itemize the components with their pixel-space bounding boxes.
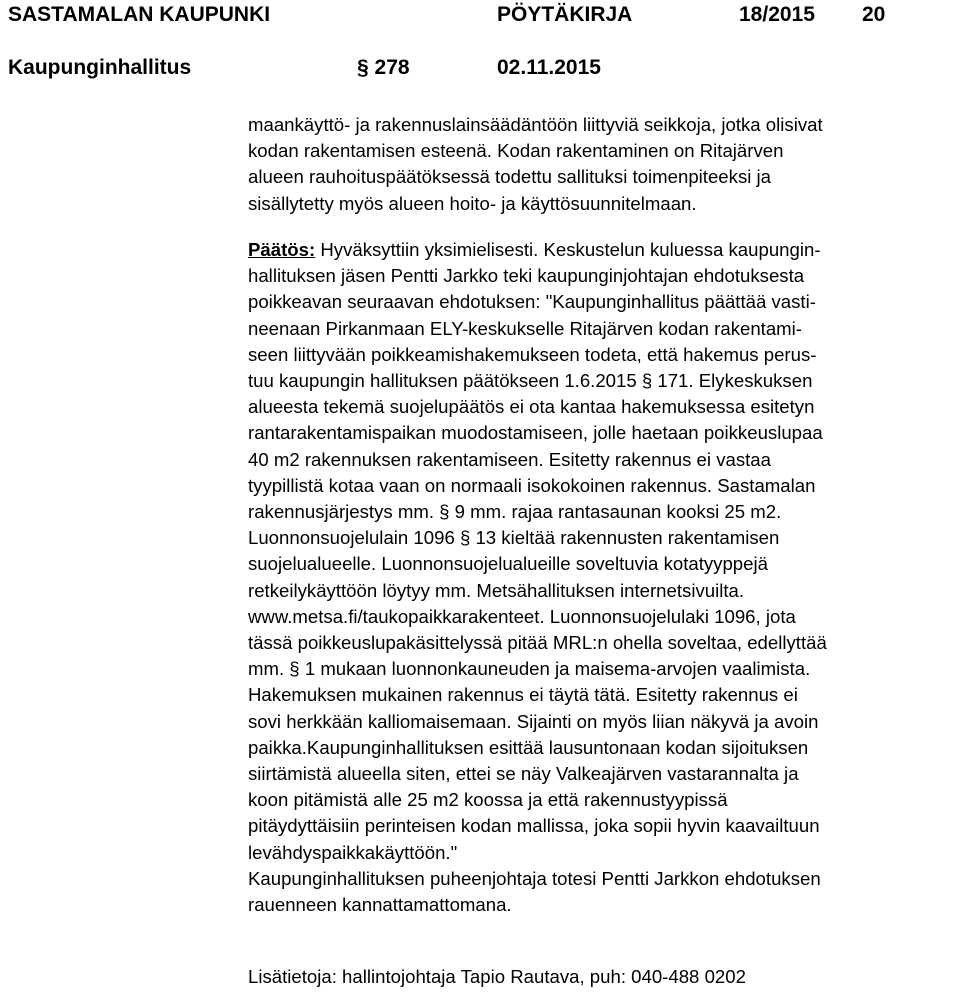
decision-line: retkeilykäyttöön löytyy mm. Metsähallituksen internetsivuilta. bbox=[248, 579, 745, 601]
decision-line: poikkeavan seuraavan ehdotuksen: "Kaupunginhallitus päättää vasti- bbox=[248, 291, 816, 313]
header-section: § 278 bbox=[357, 56, 410, 79]
decision-line: mm. § 1 mukaan luonnonkauneuden ja maisema-arvojen vaalimista. bbox=[248, 658, 811, 680]
decision-line: Luonnonsuojelulain 1096 § 13 kieltää rakennusten rakentamisen bbox=[248, 527, 780, 549]
intro-paragraph bbox=[248, 112, 948, 217]
header-board: Kaupunginhallitus bbox=[8, 56, 192, 79]
decision-line: 40 m2 rakennuksen rakentamiseen. Esitetty rakennus ei vastaa bbox=[248, 448, 771, 470]
decision-line: koon pitämistä alle 25 m2 koossa ja että rakennustyypissä bbox=[248, 789, 728, 811]
decision-line: tyypillistä kotaa vaan on normaali isokokoinen rakennus. Sastamalan bbox=[248, 474, 816, 496]
decision-line: neenaan Pirkanmaan ELY-keskukselle Ritajärven kodan rakentami- bbox=[248, 317, 802, 339]
decision-line: rantarakentamispaikan muodostamiseen, jolle haetaan poikkeuslupaa bbox=[248, 422, 823, 444]
contact-info: Lisätietoja: hallintojohtaja Tapio Rautava, puh: 040-488 0202 bbox=[248, 966, 746, 987]
decision-line: rauenneen kannattamattomana. bbox=[248, 894, 512, 916]
decision-label: Päätös: bbox=[248, 239, 316, 260]
decision-first-line bbox=[248, 237, 948, 263]
decision-line: seen liittyvään poikkeamishakemukseen todeta, että hakemus perus- bbox=[248, 343, 817, 365]
decision-line: levähdyspaikkakäyttöön." bbox=[248, 841, 458, 863]
intro-line: maankäyttö- ja rakennuslainsäädäntöön liittyviä seikkoja, jotka olisivat bbox=[248, 114, 823, 135]
decision-line: hallituksen jäsen Pentti Jarkko teki kaupunginjohtajan ehdotuksesta bbox=[248, 265, 805, 287]
header-doc-number: 18/2015 bbox=[739, 3, 815, 26]
decision-paragraph bbox=[248, 237, 948, 918]
decision-line: www.metsa.fi/taukopaikkarakenteet. Luonnonsuojelulaki 1096, jota bbox=[248, 605, 796, 627]
decision-line: paikka.Kaupunginhallituksen esittää lausuntonaan kodan sijoituksen bbox=[248, 736, 809, 758]
decision-line: siirtämistä alueella siten, ettei se näy Valkeajärven vastarannalta ja bbox=[248, 763, 799, 785]
decision-line: pitäydyttäisiin perinteisen kodan mallissa, joka sopii hyvin kaavailtuun bbox=[248, 815, 820, 837]
intro-line: sisällytetty myös alueen hoito- ja käyttösuunnitelmaan. bbox=[248, 192, 697, 214]
decision-line: Kaupunginhallituksen puheenjohtaja totesi Pentti Jarkkon ehdotuksen bbox=[248, 867, 821, 889]
decision-first-line-text: Hyväksyttiin yksimielisesti. Keskustelun kuluessa kaupungin- bbox=[315, 239, 821, 260]
decision-line: tässä poikkeuslupakäsittelyssä pitää MRL:n ohella soveltaa, edellyttää bbox=[248, 632, 827, 654]
header-doc-type: PÖYTÄKIRJA bbox=[497, 3, 633, 26]
header-page-number: 20 bbox=[862, 3, 886, 26]
decision-lines bbox=[248, 263, 948, 918]
decision-line: Hakemuksen mukainen rakennus ei täytä tätä. Esitetty rakennus ei bbox=[248, 684, 798, 706]
intro-line: kodan rakentamisen esteenä. Kodan rakentaminen on Ritajärven bbox=[248, 140, 784, 162]
decision-line: sovi herkkään kalliomaisemaan. Sijainti on myös liian näkyvä ja avoin bbox=[248, 710, 819, 732]
decision-line: tuu kaupungin hallituksen päätökseen 1.6.2015 § 171. Elykeskuksen bbox=[248, 370, 813, 392]
header-city: SASTAMALAN KAUPUNKI bbox=[8, 3, 271, 26]
decision-line: rakennusjärjestys mm. § 9 mm. rajaa rantasaunan kooksi 25 m2. bbox=[248, 501, 782, 523]
intro-line: alueen rauhoituspäätöksessä todettu sallituksi toimenpiteeksi ja bbox=[248, 166, 772, 188]
header-date: 02.11.2015 bbox=[497, 56, 601, 79]
decision-line: suojelualueelle. Luonnonsuojelualueille soveltuvia kotatyyppejä bbox=[248, 553, 768, 575]
decision-line: alueesta tekemä suojelupäätös ei ota kantaa hakemuksessa esitetyn bbox=[248, 396, 815, 418]
